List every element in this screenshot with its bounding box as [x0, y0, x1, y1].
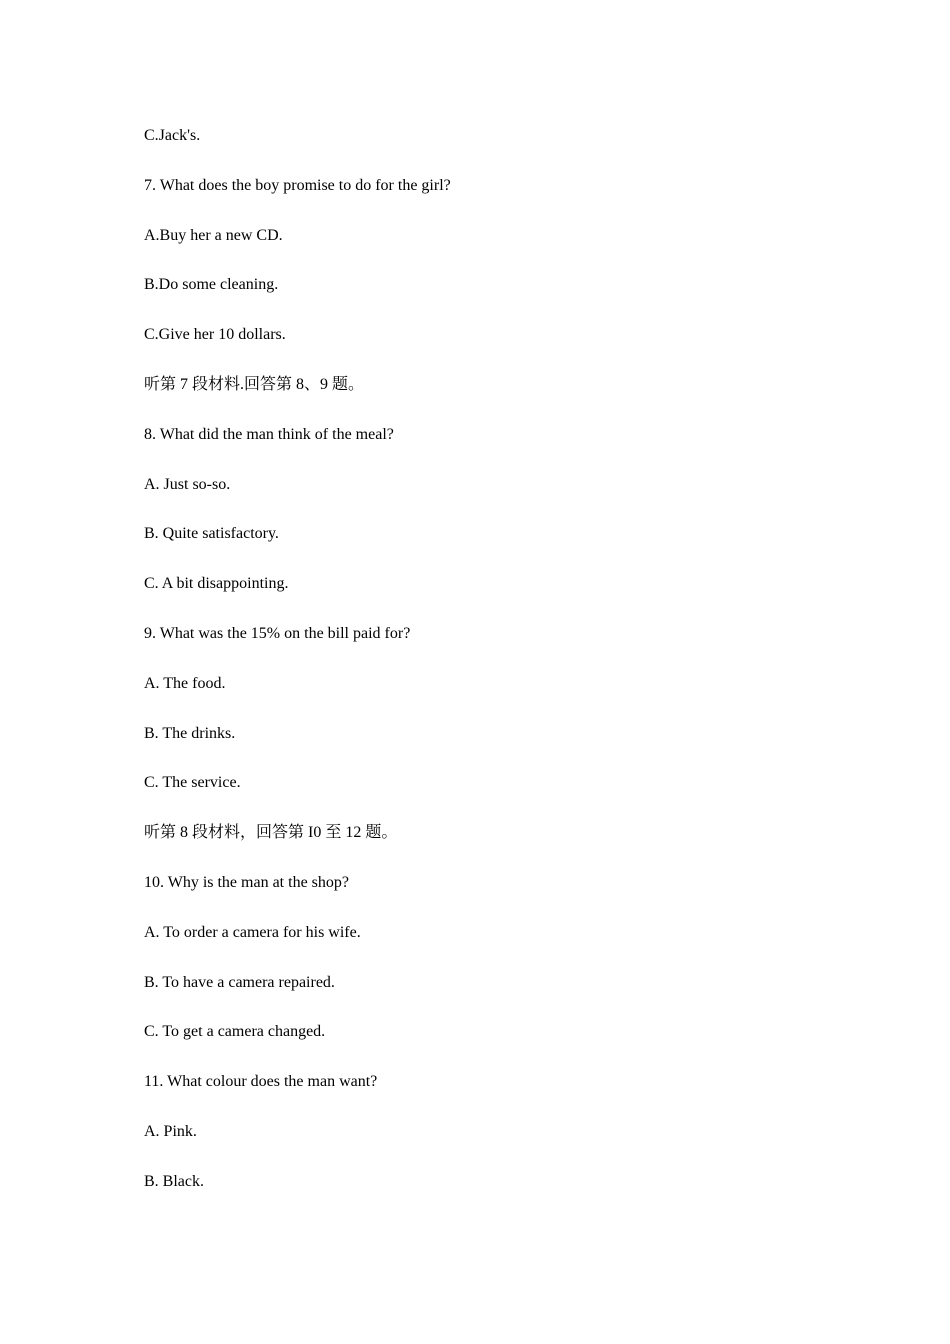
option-line: B. To have a camera repaired. — [144, 973, 335, 991]
option-line: A. To order a camera for his wife. — [144, 923, 361, 941]
question-line: 9. What was the 15% on the bill paid for? — [144, 624, 411, 642]
question-line: 11. What colour does the man want? — [144, 1073, 378, 1091]
option-line: C. The service. — [144, 774, 241, 792]
question-line: 10. Why is the man at the shop? — [144, 873, 349, 891]
option-line: C.Give her 10 dollars. — [144, 326, 286, 344]
option-line: B. Black. — [144, 1172, 204, 1190]
option-line: A.Buy her a new CD. — [144, 226, 283, 244]
question-line: 7. What does the boy promise to do for the girl? — [144, 176, 451, 194]
section-instruction: 听第 8 段材料，回答第 I0 至 12 题。 — [144, 824, 398, 842]
option-line: C.Jack's. — [144, 127, 201, 144]
question-text-block — [144, 124, 844, 1220]
option-line: B. The drinks. — [144, 724, 236, 742]
option-line: B. Quite satisfactory. — [144, 525, 279, 543]
option-line: C. A bit disappointing. — [144, 575, 289, 593]
option-line: A. Pink. — [144, 1122, 197, 1140]
option-line: A. Just so-so. — [144, 475, 231, 493]
section-instruction: 听第 7 段材料.回答第 8、9 题。 — [144, 375, 365, 393]
option-line: A. The food. — [144, 674, 226, 692]
option-line: B.Do some cleaning. — [144, 276, 279, 294]
question-line: 8. What did the man think of the meal? — [144, 425, 394, 443]
option-line: C. To get a camera changed. — [144, 1023, 326, 1041]
